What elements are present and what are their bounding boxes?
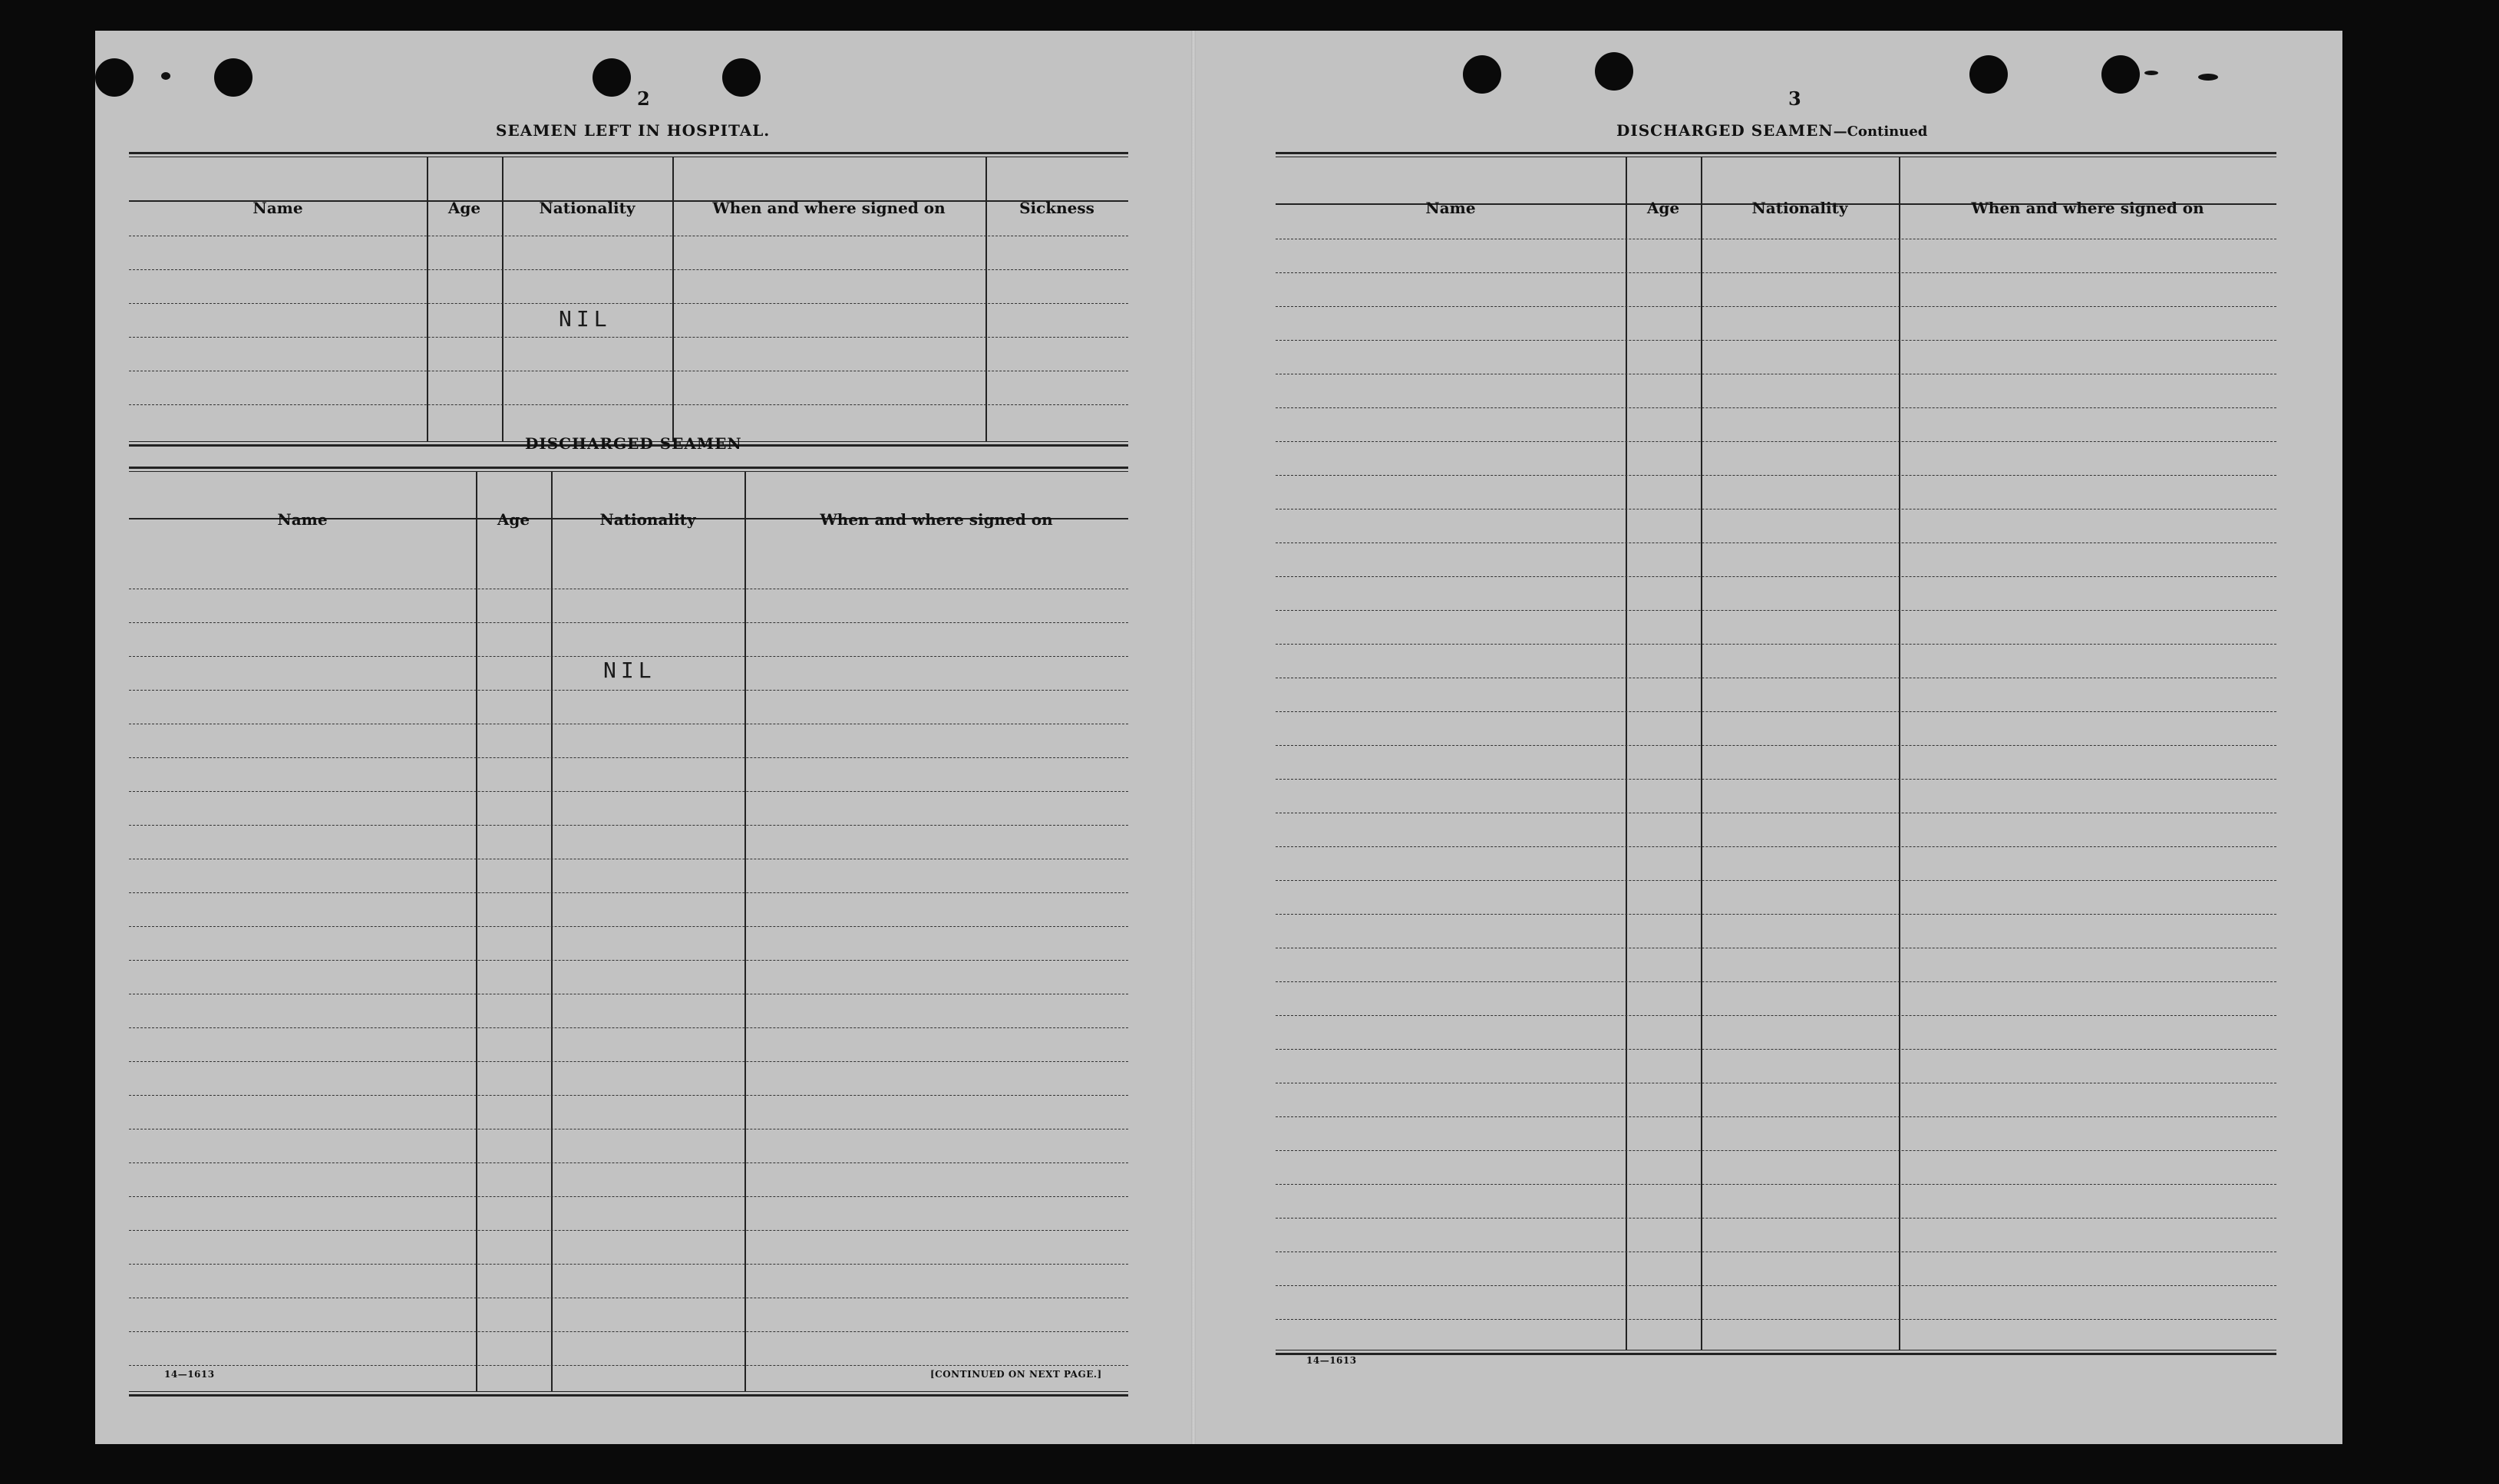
row-line bbox=[1276, 745, 2276, 746]
row-line bbox=[129, 1230, 1128, 1231]
row-line bbox=[1276, 1319, 2276, 1320]
col-header-sickness: Sickness bbox=[1019, 199, 1094, 217]
column-divider bbox=[476, 472, 477, 1391]
row-line bbox=[1276, 576, 2276, 577]
col-header-nationality: Nationality bbox=[1751, 199, 1848, 217]
row-line bbox=[1276, 542, 2276, 543]
punch-hole bbox=[722, 58, 761, 97]
col-header-nationality: Nationality bbox=[599, 510, 696, 529]
row-line bbox=[129, 404, 1128, 405]
hospital-table bbox=[129, 152, 1128, 447]
scanned-sheet bbox=[95, 31, 2342, 1444]
row-line bbox=[129, 791, 1128, 792]
punch-hole bbox=[593, 58, 631, 97]
row-line bbox=[129, 1264, 1128, 1265]
row-line bbox=[129, 757, 1128, 758]
page-number-left: 2 bbox=[637, 87, 650, 110]
row-line bbox=[1276, 1015, 2276, 1016]
continued-section-title bbox=[1616, 121, 1927, 140]
row-line bbox=[1276, 272, 2276, 273]
ink-speck bbox=[161, 72, 170, 80]
col-header-signed-on: When and where signed on bbox=[820, 510, 1053, 529]
row-line bbox=[129, 825, 1128, 826]
row-line bbox=[129, 269, 1128, 270]
column-divider bbox=[1899, 157, 1900, 1350]
row-line bbox=[1276, 610, 2276, 611]
discharged-table bbox=[129, 467, 1128, 1397]
page-number-right: 3 bbox=[1788, 87, 1801, 110]
column-divider bbox=[985, 157, 987, 441]
continued-note: [CONTINUED ON NEXT PAGE.] bbox=[930, 1369, 1102, 1380]
row-line bbox=[1276, 441, 2276, 442]
row-line bbox=[1276, 509, 2276, 510]
punch-hole bbox=[95, 58, 134, 97]
row-line bbox=[129, 960, 1128, 961]
col-header-name: Name bbox=[1425, 199, 1476, 217]
row-line bbox=[1276, 1116, 2276, 1117]
row-line bbox=[1276, 779, 2276, 780]
column-divider bbox=[672, 157, 674, 441]
punch-hole bbox=[214, 58, 253, 97]
continued-section-label: DISCHARGED SEAMEN bbox=[1616, 121, 1834, 140]
row-line bbox=[1276, 846, 2276, 847]
column-divider bbox=[427, 157, 428, 441]
row-line bbox=[1276, 306, 2276, 307]
column-divider bbox=[502, 157, 503, 441]
form-number-right: 14—1613 bbox=[1306, 1355, 1357, 1366]
row-line bbox=[129, 1365, 1128, 1366]
col-header-name: Name bbox=[277, 510, 328, 529]
col-header-signed-on: When and where signed on bbox=[712, 199, 946, 217]
punch-hole bbox=[2101, 55, 2140, 94]
discharged-nil-entry: NIL bbox=[603, 658, 656, 683]
ink-speck bbox=[2144, 71, 2158, 75]
row-line bbox=[129, 1162, 1128, 1163]
punch-hole bbox=[1969, 55, 2008, 94]
hospital-section-title: SEAMEN LEFT IN HOSPITAL. bbox=[496, 121, 771, 140]
col-header-age: Age bbox=[497, 510, 530, 529]
row-line bbox=[129, 1027, 1128, 1028]
row-line bbox=[129, 622, 1128, 623]
row-line bbox=[1276, 407, 2276, 408]
row-line bbox=[1276, 475, 2276, 476]
hospital-table-header bbox=[129, 154, 1128, 202]
row-line bbox=[129, 656, 1128, 657]
row-line bbox=[129, 337, 1128, 338]
row-line bbox=[1276, 1150, 2276, 1151]
row-line bbox=[129, 1196, 1128, 1197]
row-line bbox=[1276, 880, 2276, 881]
continued-table-header bbox=[1276, 154, 2276, 205]
row-line bbox=[1276, 1218, 2276, 1219]
row-line bbox=[1276, 644, 2276, 645]
col-header-age: Age bbox=[1646, 199, 1680, 217]
punch-hole bbox=[1463, 55, 1501, 94]
hospital-nil-entry: NIL bbox=[559, 306, 612, 331]
ink-speck bbox=[2198, 74, 2218, 81]
row-line bbox=[1276, 340, 2276, 341]
punch-hole bbox=[1595, 52, 1633, 91]
row-line bbox=[129, 1095, 1128, 1096]
row-line bbox=[1276, 711, 2276, 712]
row-line bbox=[129, 926, 1128, 927]
row-line bbox=[129, 892, 1128, 893]
column-divider bbox=[551, 472, 553, 1391]
row-line bbox=[1276, 1184, 2276, 1185]
continued-suffix: —Continued bbox=[1833, 124, 1928, 140]
column-divider bbox=[1626, 157, 1627, 1350]
discharged-section-title: DISCHARGED SEAMEN bbox=[525, 434, 742, 453]
row-line bbox=[129, 303, 1128, 304]
row-line bbox=[1276, 1049, 2276, 1050]
row-line bbox=[1276, 914, 2276, 915]
row-line bbox=[129, 690, 1128, 691]
column-divider bbox=[1701, 157, 1702, 1350]
row-line bbox=[1276, 981, 2276, 982]
col-header-age: Age bbox=[447, 199, 481, 217]
col-header-name: Name bbox=[253, 199, 303, 217]
page-fold bbox=[1191, 31, 1196, 1444]
continued-table bbox=[1276, 152, 2276, 1355]
col-header-signed-on: When and where signed on bbox=[1971, 199, 2204, 217]
row-line bbox=[129, 1331, 1128, 1332]
column-divider bbox=[744, 472, 746, 1391]
row-line bbox=[1276, 1285, 2276, 1286]
row-line bbox=[129, 1061, 1128, 1062]
col-header-nationality: Nationality bbox=[539, 199, 635, 217]
form-number-left: 14—1613 bbox=[164, 1369, 215, 1380]
